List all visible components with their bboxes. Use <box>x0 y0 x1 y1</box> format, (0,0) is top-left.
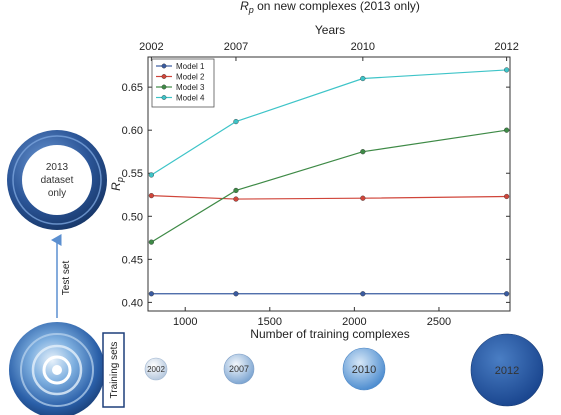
top-tick-label: 2007 <box>223 41 249 53</box>
data-point <box>234 119 239 124</box>
test-ring-line2: dataset <box>40 175 74 186</box>
legend-marker <box>162 64 166 68</box>
training-sets-label: Training sets <box>109 341 120 399</box>
data-point <box>504 128 509 133</box>
x-axis-title: Number of training complexes <box>250 327 410 341</box>
legend-marker <box>162 74 166 78</box>
y-axis-ticks <box>122 82 510 309</box>
data-point <box>149 193 154 198</box>
data-point <box>234 188 239 193</box>
test-set-label: Test set <box>61 260 72 296</box>
x-tick-label: 2000 <box>342 316 367 328</box>
top-tick-label: 2010 <box>350 41 376 53</box>
data-point <box>504 194 509 199</box>
y-tick-label: 0.40 <box>121 297 143 310</box>
x-tick-label: 2500 <box>426 316 452 328</box>
y-tick-label: 0.65 <box>121 82 143 95</box>
data-point <box>149 240 154 245</box>
data-point <box>149 173 154 178</box>
chart-title: $R_p$ on new complexes (2013 only) <box>240 0 420 15</box>
legend-label: Model 4 <box>176 93 205 103</box>
x-tick-label: 1000 <box>172 316 198 328</box>
y-tick-label: 0.60 <box>121 125 143 138</box>
legend-label: Model 2 <box>176 72 205 82</box>
legend-marker <box>162 95 166 99</box>
series-line-3 <box>151 130 506 242</box>
legend-label: Model 1 <box>176 62 205 71</box>
test-ring-line1: 2013 <box>45 162 69 173</box>
ball-2012-label: 2012 <box>494 365 520 377</box>
top-axis-title: Years <box>314 23 346 37</box>
ball-2010-label: 2010 <box>351 364 377 376</box>
y-axis-title: $R_p$ <box>109 177 125 191</box>
y-tick-label: 0.50 <box>121 211 143 224</box>
training-target <box>9 322 105 415</box>
top-axis-ticks <box>139 41 519 61</box>
data-point <box>360 149 365 154</box>
data-point <box>360 76 365 81</box>
x-axis-ticks <box>173 307 451 328</box>
data-point <box>504 291 509 296</box>
top-tick-label: 2002 <box>139 41 164 53</box>
y-tick-label: 0.55 <box>121 168 143 181</box>
ball-2007-label: 2007 <box>228 364 250 374</box>
data-point <box>504 68 509 73</box>
data-point <box>234 291 239 296</box>
ball-2007 <box>224 354 254 384</box>
y-tick-label: 0.45 <box>121 254 143 267</box>
ball-2002-label: 2002 <box>147 365 165 374</box>
data-point <box>360 196 365 201</box>
legend-label: Model 3 <box>176 83 205 92</box>
top-tick-label: 2012 <box>494 41 519 53</box>
ball-2012 <box>471 334 543 406</box>
test-ring-line3: only <box>47 188 67 199</box>
ball-2010 <box>343 348 385 390</box>
series-line-2 <box>151 196 506 199</box>
x-tick-label: 1500 <box>257 316 283 328</box>
test-dataset-ring <box>7 130 107 230</box>
ball-2002 <box>145 358 167 380</box>
data-point <box>149 291 154 296</box>
data-point <box>360 291 365 296</box>
legend-marker <box>162 85 166 89</box>
data-point <box>234 197 239 202</box>
